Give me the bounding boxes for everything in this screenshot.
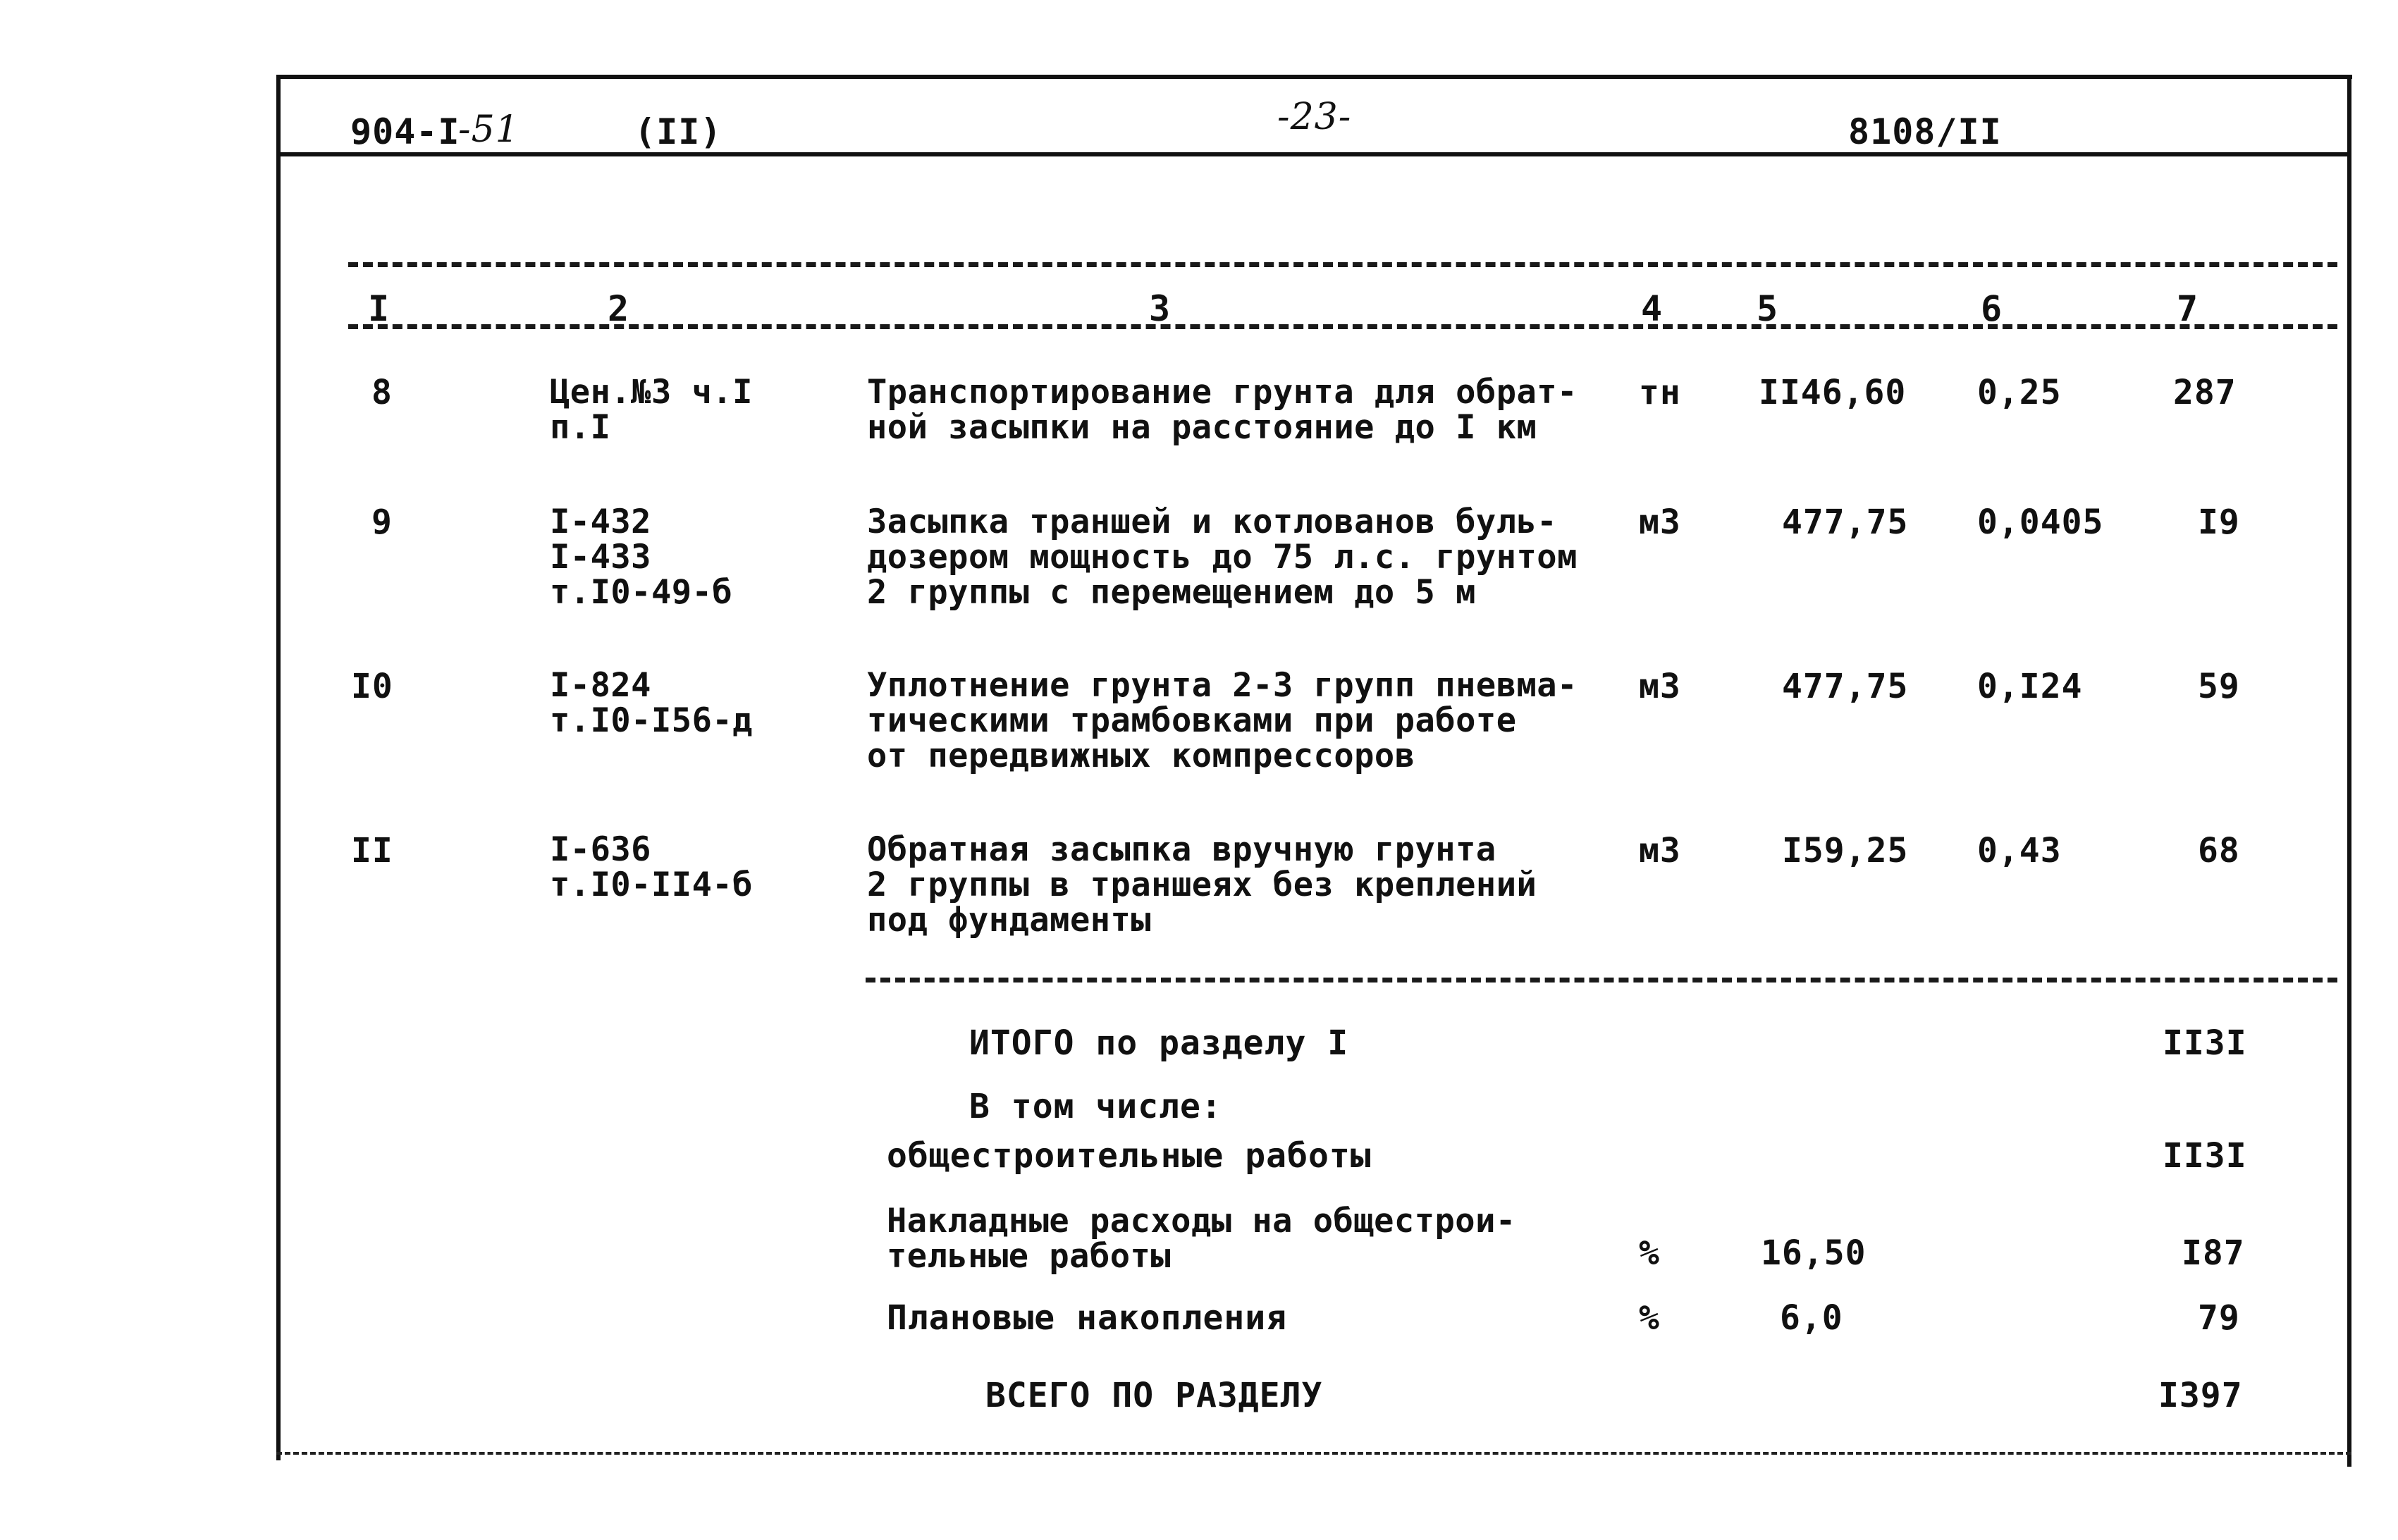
planovye-unit: % xyxy=(1639,1298,1660,1338)
table-cell-qty: 477,75 xyxy=(1782,503,1909,542)
col-header-6: 6 xyxy=(1981,288,2003,329)
doc-code-handwritten: -51 xyxy=(458,109,519,151)
page-number: -23- xyxy=(1277,96,1352,138)
table-cell-total: I9 xyxy=(2198,503,2240,542)
table-cell-code: I-432 I-433 т.I0-49-б xyxy=(550,503,733,612)
part-number: (II) xyxy=(634,111,723,152)
nakladnye-label: Накладные расходы на общестрои- тельные работы xyxy=(887,1202,1516,1276)
col-header-3: 3 xyxy=(1149,288,1172,329)
table-cell-price: 0,25 xyxy=(1977,373,2062,412)
table-cell-qty: 477,75 xyxy=(1782,667,1909,706)
frame-right-border xyxy=(2347,75,2351,1467)
table-cell-num: 8 xyxy=(371,373,393,412)
table-cell-price: 0,0405 xyxy=(1977,503,2104,542)
obshchestroi-value: II3I xyxy=(2163,1136,2247,1176)
itogo-value: II3I xyxy=(2163,1023,2247,1063)
table-cell-desc: Уплотнение грунта 2-3 групп пневма- тическими трамбовками при работе от передвижных компрессоров xyxy=(867,666,1578,775)
obshchestroi-label: общестроительные работы xyxy=(887,1136,1372,1176)
summary-rule xyxy=(866,978,2337,982)
table-cell-total: 68 xyxy=(2198,831,2240,870)
table-cell-num: I0 xyxy=(351,667,393,706)
vsego-label: ВСЕГО ПО РАЗДЕЛУ xyxy=(985,1376,1323,1415)
col-header-7: 7 xyxy=(2177,288,2199,329)
vsego-value: I397 xyxy=(2158,1376,2243,1415)
planovye-rate: 6,0 xyxy=(1780,1298,1843,1338)
frame-left-border xyxy=(276,75,281,1460)
table-cell-unit: м3 xyxy=(1639,503,1681,542)
table-cell-num: 9 xyxy=(371,503,393,542)
table-top-rule xyxy=(348,262,2337,267)
table-cell-num: II xyxy=(351,831,393,870)
table-cell-total: 59 xyxy=(2198,667,2240,706)
nakladnye-value: I87 xyxy=(2182,1233,2245,1273)
v-tom-chisle-label: В том числе: xyxy=(969,1087,1222,1126)
table-cell-desc: Засыпка траншей и котлованов буль- дозером мощность до 75 л.с. грунтом 2 группы с перемещением до 5 м xyxy=(867,503,1578,612)
doc-code: 904-I xyxy=(350,111,460,152)
frame-bottom-border xyxy=(276,1452,2351,1455)
itogo-label: ИТОГО по разделу I xyxy=(969,1023,1349,1063)
table-cell-unit: м3 xyxy=(1639,831,1681,870)
table-cell-price: 0,43 xyxy=(1977,831,2062,870)
nakladnye-unit: % xyxy=(1639,1233,1660,1273)
table-cell-unit: тн xyxy=(1639,373,1681,412)
table-cell-qty: II46,60 xyxy=(1759,373,1907,412)
table-header-rule xyxy=(348,324,2337,329)
table-cell-total: 287 xyxy=(2173,373,2237,412)
col-header-4: 4 xyxy=(1641,288,1664,329)
nakladnye-rate: 16,50 xyxy=(1761,1233,1867,1273)
col-header-1: I xyxy=(368,288,391,329)
table-cell-code: I-824 т.I0-I56-д xyxy=(550,666,753,740)
table-cell-unit: м3 xyxy=(1639,667,1681,706)
table-cell-qty: I59,25 xyxy=(1782,831,1909,870)
table-cell-price: 0,I24 xyxy=(1977,667,2083,706)
header-rule xyxy=(281,152,2347,156)
col-header-2: 2 xyxy=(608,288,630,329)
frame-top-border xyxy=(278,75,2352,79)
sheet-code: 8108/II xyxy=(1848,111,2002,152)
planovye-value: 79 xyxy=(2198,1298,2240,1338)
table-cell-code: I-636 т.I0-II4-б xyxy=(550,830,753,904)
planovye-label: Плановые накопления xyxy=(887,1298,1288,1338)
table-cell-desc: Транспортирование грунта для обрат- ной засыпки на расстояние до I км xyxy=(867,373,1578,447)
table-cell-code: Цен.№3 ч.I п.I xyxy=(550,373,753,447)
table-cell-desc: Обратная засыпка вручную грунта 2 группы в траншеях без креплений под фундаменты xyxy=(867,830,1537,940)
col-header-5: 5 xyxy=(1757,288,1779,329)
